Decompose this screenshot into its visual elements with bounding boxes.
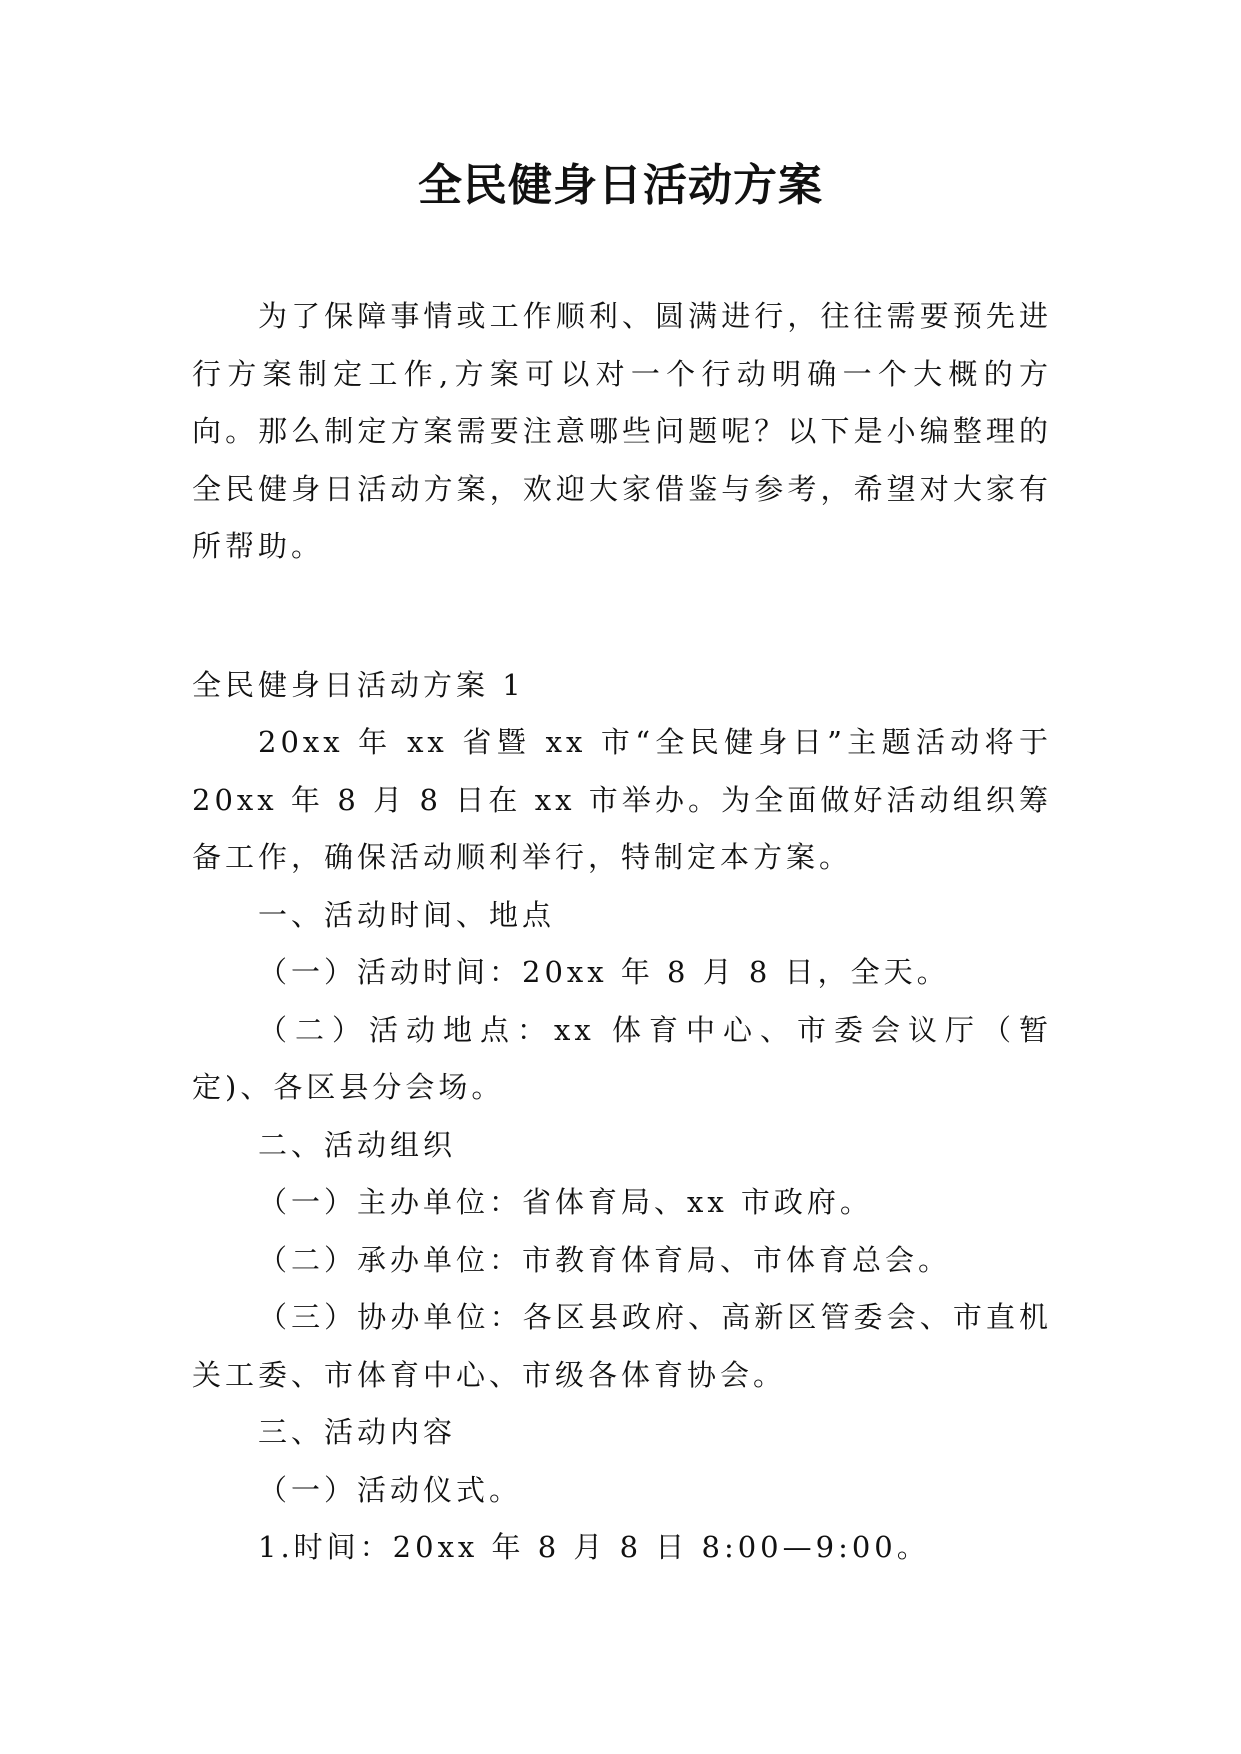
list-item: （三）协办单位：各区县政府、高新区管委会、市直机关工委、市体育中心、市级各体育协会。	[192, 1300, 1052, 1392]
list-item: （一）活动仪式。	[258, 1472, 523, 1507]
list-item: （二）活动地点：xx 体育中心、市委会议厅（暂定)、各区县分会场。	[192, 1012, 1052, 1104]
document-body	[192, 288, 1052, 1577]
body-paragraph: 20xx 年 xx 省暨 xx 市“全民健身日”主题活动将于 20xx 年 8 月 8 日在 xx 市举办。为全面做好活动组织筹备工作，确保活动顺利举行，特制定本方案。	[192, 725, 1052, 874]
heading-time-place: 一、活动时间、地点	[258, 897, 556, 932]
intro-paragraph: 为了保障事情或工作顺利、圆满进行，往往需要预先进行方案制定工作,方案可以对一个行动明确一个大概的方向。那么制定方案需要注意哪些问题呢？以下是小编整理的全民健身日活动方案，欢迎大家借鉴与参考，希望对大家有所帮助。	[192, 299, 1052, 563]
plan-section	[192, 657, 1052, 1577]
heading-content: 三、活动内容	[258, 1415, 457, 1449]
list-item: 1.时间：20xx 年 8 月 8 日 8:00—9:00。	[258, 1530, 930, 1564]
section-heading: 全民健身日活动方案 1	[192, 667, 525, 702]
document-title: 全民健身日活动方案	[418, 160, 823, 211]
list-item: （二）承办单位：市教育体育局、市体育总会。	[258, 1242, 952, 1277]
heading-organization: 二、活动组织	[258, 1127, 457, 1162]
list-item: （一）主办单位：省体育局、xx 市政府。	[258, 1185, 873, 1219]
list-item: （一）活动时间：20xx 年 8 月 8 日，全天。	[258, 955, 950, 989]
